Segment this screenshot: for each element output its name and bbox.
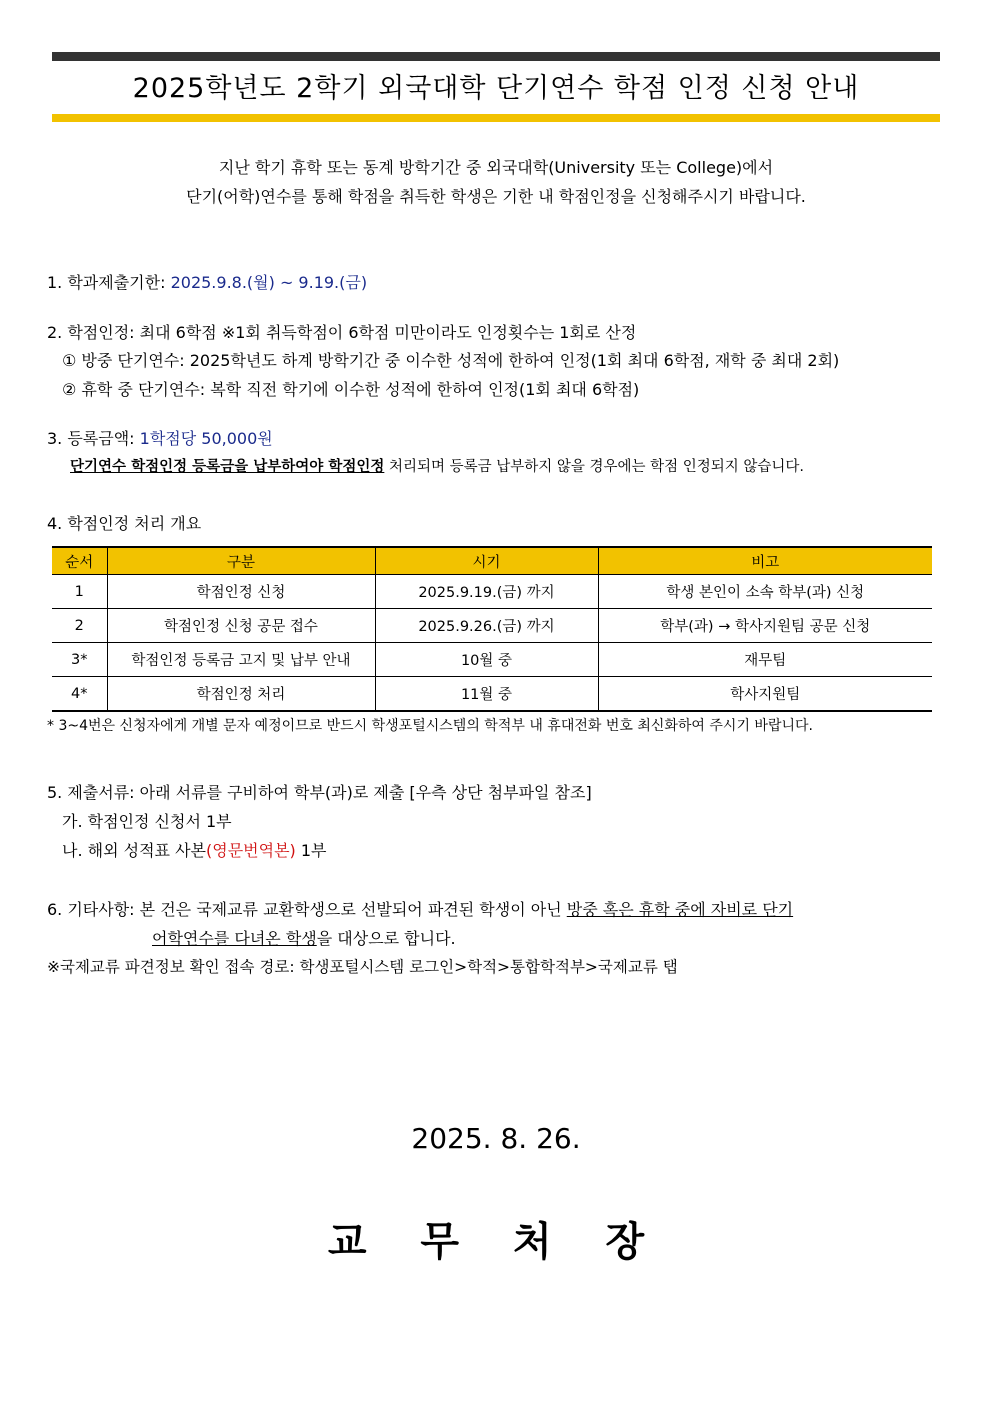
table-header-timing: 시기 [375,547,598,575]
section-5-documents: 5. 제출서류: 아래 서류를 구비하여 학부(과)로 제출 [우측 상단 첨부파일 참조] [47,783,592,802]
table-cell: 2025.9.19.(금) 까지 [375,575,598,609]
section-3-note-emphasis: 단기연수 학점인정 등록금을 납부하여야 학점인정 [70,459,385,475]
section-3-value: 1학점당 50,000원 [139,429,273,448]
table-row [52,575,932,609]
table-cell: 학부(과) → 학사지원팀 공문 신청 [598,609,932,643]
intro-paragraph [52,153,940,211]
section-2-credit: 2. 학점인정: 최대 6학점 ※1회 취득학점이 6학점 미만이라도 인정횟수는 1회로 산정 [47,323,637,342]
section-3-note-rest: 처리되며 등록금 납부하지 않을 경우에는 학점 인정되지 않습니다. [384,459,805,475]
table-cell: 학점인정 등록금 고지 및 납부 안내 [107,643,375,677]
top-rule [52,52,940,61]
section-3-fee [47,426,273,449]
table-cell: 2025.9.26.(금) 까지 [375,609,598,643]
table-row [52,609,932,643]
section-6-continued [152,926,456,949]
section-6-label: 6. 기타사항: 본 건은 국제교류 교환학생으로 선발되어 파견된 학생이 아닌 [47,900,567,919]
signer: 교 무 처 장 [327,1219,665,1265]
section-1-deadline [47,270,367,293]
section-2-item-1: ① 방중 단기연수: 2025학년도 하계 방학기간 중 이수한 성적에 한하여 인정(1회 최대 6학점, 재학 중 최대 2회) [62,351,840,370]
table-cell: 학생 본인이 소속 학부(과) 신청 [598,575,932,609]
section-6-underline-2: 어학연수를 다녀온 학생 [152,929,317,948]
section-5-item-2-highlight: (영문번역본) [206,841,296,860]
table-cell: 1 [52,575,107,609]
table-cell: 3* [52,643,107,677]
table-row [52,643,932,677]
section-6-etc [47,897,793,920]
document-title: 2025학년도 2학기 외국대학 단기연수 학점 인정 신청 안내 [132,73,860,104]
table-cell: 학점인정 신청 [107,575,375,609]
table-cell: 학사지원팀 [598,677,932,712]
intro-line-1: 지난 학기 휴학 또는 동계 방학기간 중 외국대학(University 또는 College)에서 [218,158,774,177]
issue-date: 2025. 8. 26. [411,1122,581,1155]
section-1-value: 2025.9.8.(월) ~ 9.19.(금) [170,273,368,292]
section-5-item-2-text: 나. 해외 성적표 사본 [62,841,206,860]
table-cell: 4* [52,677,107,712]
table-header-category: 구분 [107,547,375,575]
section-3-note [70,455,804,476]
table-cell: 10월 중 [375,643,598,677]
table-header-order: 순서 [52,547,107,575]
table-cell: 재무팀 [598,643,932,677]
table-cell: 학점인정 신청 공문 접수 [107,609,375,643]
table-header-row [52,547,932,575]
table-cell: 학점인정 처리 [107,677,375,712]
section-5-item-2 [62,838,327,861]
section-6-path: ※국제교류 파견정보 확인 접속 경로: 학생포털시스템 로그인>학적>통합학적부>국제교류 탭 [47,958,678,976]
intro-line-2: 단기(어학)연수를 통해 학점을 취득한 학생은 기한 내 학점인정을 신청해주시기 바랍니다. [186,187,806,206]
section-3-label: 3. 등록금액: [47,429,140,448]
process-table [52,546,932,712]
section-5-item-2-tail: 1부 [295,841,327,860]
section-1-label: 1. 학과제출기한: [47,273,171,292]
section-2-item-2: ② 휴학 중 단기연수: 복학 직전 학기에 이수한 성적에 한하여 인정(1회 최대 6학점) [62,380,640,399]
section-6-underline-1: 방중 혹은 휴학 중에 자비로 단기 [566,900,794,919]
section-6-tail: 을 대상으로 합니다. [316,929,456,948]
section-4-label: 4. 학점인정 처리 개요 [47,514,202,533]
table-cell: 2 [52,609,107,643]
table-header-remarks: 비고 [598,547,932,575]
table-footnote: * 3~4번은 신청자에게 개별 문자 예정이므로 반드시 학생포털시스템의 학적부 내 휴대전화 번호 최신화하여 주시기 바랍니다. [47,718,813,734]
title-underline-rule [52,114,940,122]
table-row [52,677,932,712]
section-5-item-1: 가. 학점인정 신청서 1부 [62,812,232,831]
table-cell: 11월 중 [375,677,598,712]
